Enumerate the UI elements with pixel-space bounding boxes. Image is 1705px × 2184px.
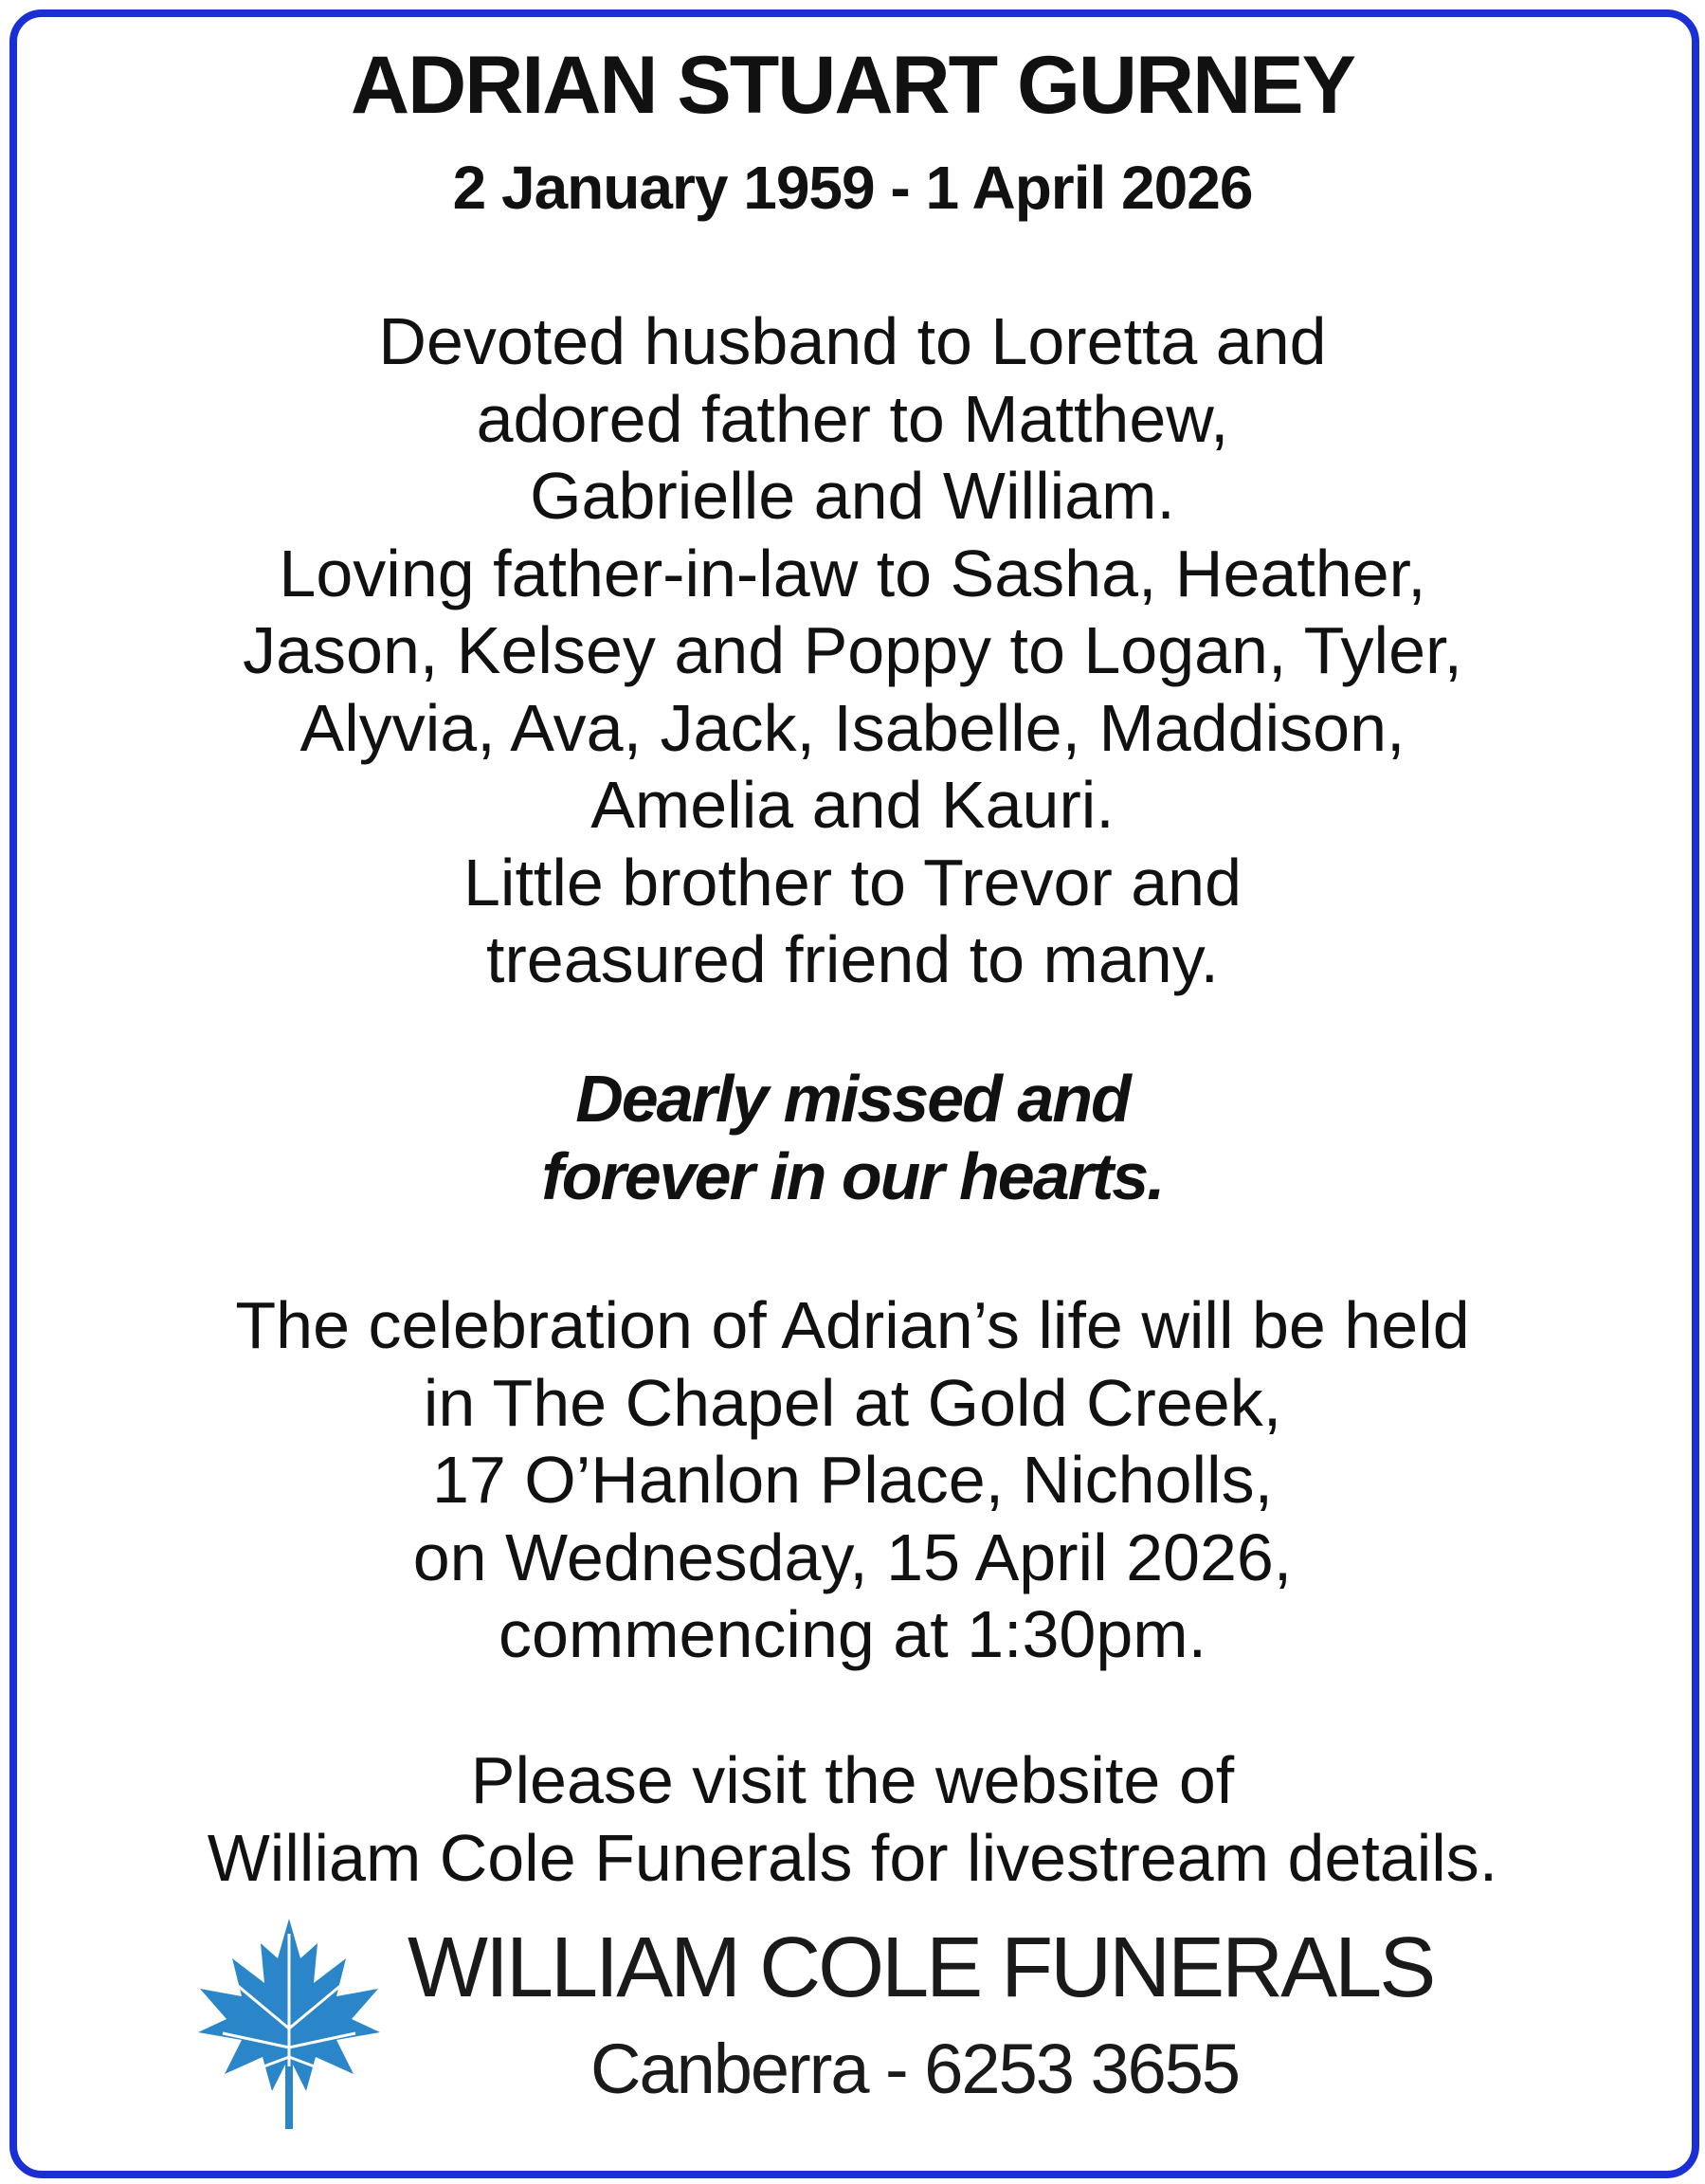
tribute-paragraph <box>0 1060 1705 1215</box>
livestream-paragraph <box>0 1742 1705 1897</box>
service-line: on Wednesday, 15 April 2026, <box>412 1520 1293 1594</box>
tribute-line: forever in our hearts. <box>541 1139 1164 1213</box>
service-line: The celebration of Adrian’s life will be held <box>235 1288 1470 1362</box>
livestream-line: William Cole Funerals for livestream details. <box>207 1820 1498 1895</box>
family-paragraph <box>0 303 1705 999</box>
family-line: Little brother to Trevor and <box>463 845 1242 919</box>
logo-wordmark: WILLIAM COLE FUNERALS <box>408 1920 1434 2015</box>
service-line: commencing at 1:30pm. <box>498 1597 1207 1671</box>
family-line: Jason, Kelsey and Poppy to Logan, Tyler, <box>243 613 1462 687</box>
life-dates: 2 January 1959 - 1 April 2026 <box>452 154 1253 222</box>
tribute-line: Dearly missed and <box>575 1062 1130 1136</box>
family-line: Amelia and Kauri. <box>590 768 1115 842</box>
service-line: in The Chapel at Gold Creek, <box>423 1365 1282 1440</box>
service-line: 17 O’Hanlon Place, Nicholls, <box>431 1443 1274 1517</box>
family-line: treasured friend to many. <box>486 922 1219 996</box>
service-paragraph <box>0 1287 1705 1674</box>
maple-leaf-icon <box>194 1915 384 2133</box>
family-line: Alyvia, Ava, Jack, Isabelle, Maddison, <box>299 690 1406 765</box>
logo-phone: Canberra - 6253 3655 <box>590 2029 1240 2108</box>
family-line: Devoted husband to Loretta and <box>378 304 1327 378</box>
family-line: Gabrielle and William. <box>530 459 1175 533</box>
family-line: adored father to Matthew, <box>476 381 1229 456</box>
funeral-home-logo <box>185 1915 1559 2133</box>
livestream-line: Please visit the website of <box>470 1743 1235 1817</box>
family-line: Loving father-in-law to Sasha, Heather, <box>279 536 1426 610</box>
deceased-name: ADRIAN STUART GURNEY <box>351 40 1354 131</box>
